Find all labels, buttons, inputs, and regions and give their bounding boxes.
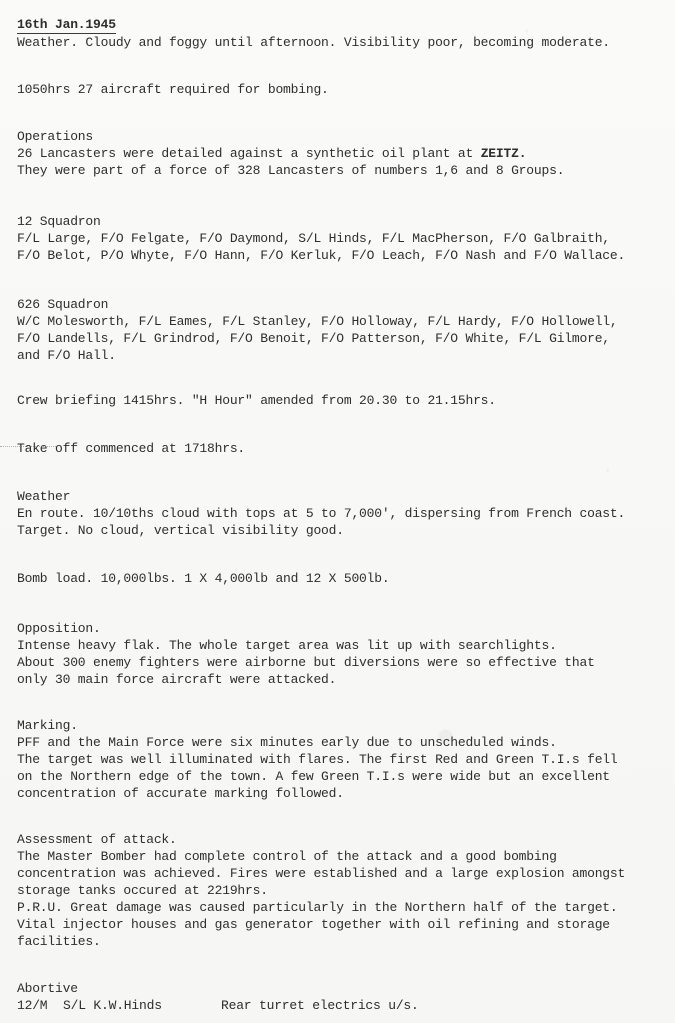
squadron-626-heading: 626 Squadron (17, 297, 109, 312)
scan-artifact-line (0, 446, 56, 447)
opposition-heading: Opposition. (17, 621, 101, 636)
marking-line-3: on the Northern edge of the town. A few Green T.I.s were wide but an excellent (17, 769, 610, 784)
opposition-line-1: Intense heavy flak. The whole target area was lit up with searchlights. (17, 638, 557, 653)
assessment-line-4: P.R.U. Great damage was caused particularly in the Northern half of the target. (17, 900, 618, 915)
opposition-line-2: About 300 enemy fighters were airborne but diversions were so effective that (17, 655, 595, 670)
opposition-line-3: only 30 main force aircraft were attacked. (17, 672, 337, 687)
crew-briefing-line: Crew briefing 1415hrs. "H Hour" amended from 20.30 to 21.15hrs. (17, 393, 496, 408)
target-name: ZEITZ. (480, 146, 527, 161)
section-squadron-12 (17, 213, 655, 264)
marking-line-1: PFF and the Main Force were six minutes early due to unscheduled winds. (17, 735, 557, 750)
weather-route-line-2: Target. No cloud, vertical visibility good. (17, 523, 344, 538)
abortive-aircraft-code: 12/M (17, 998, 48, 1013)
squadron-12-crew-line-2: F/O Belot, P/O Whyte, F/O Hann, F/O Kerluk, F/O Leach, F/O Nash and F/O Wallace. (17, 248, 626, 263)
weather-route-heading: Weather (17, 489, 71, 504)
squadron-626-crew-line-1: W/C Molesworth, F/L Eames, F/L Stanley, F/O Holloway, F/L Hardy, F/O Hollowell, (17, 314, 618, 329)
abortive-pilot: S/L K.W.Hinds (63, 998, 162, 1013)
weather-summary-line: Weather. Cloudy and foggy until afternoon. Visibility poor, becoming moderate. (17, 35, 610, 50)
take-off-line: Take off commenced at 1718hrs. (17, 441, 246, 456)
squadron-626-crew-line-2: F/O Landells, F/L Grindrod, F/O Benoit, F/O Patterson, F/O White, F/L Gilmore, (17, 331, 610, 346)
squadron-626-crew-line-3: and F/O Hall. (17, 348, 116, 363)
section-crew-briefing (17, 392, 655, 409)
abortive-heading: Abortive (17, 981, 78, 996)
section-squadron-626 (17, 296, 655, 364)
assessment-line-1: The Master Bomber had complete control of the attack and a good bombing (17, 849, 557, 864)
assessment-line-3: storage tanks occured at 2219hrs. (17, 883, 268, 898)
section-assessment (17, 831, 655, 950)
section-abortive (17, 980, 655, 1014)
section-date-weather (17, 16, 655, 51)
operations-line-1-text: 26 Lancasters were detailed against a synthetic oil plant at (17, 146, 481, 161)
bomb-load-line: Bomb load. 10,000lbs. 1 X 4,000lb and 12 X 500lb. (17, 571, 390, 586)
section-operations (17, 128, 655, 179)
assessment-line-2: concentration was achieved. Fires were established and a large explosion amongst (17, 866, 626, 881)
abortive-entry (17, 997, 655, 1014)
abortive-reason: Rear turret electrics u/s. (221, 998, 419, 1013)
section-take-off (17, 440, 655, 457)
marking-line-4: concentration of accurate marking followed. (17, 786, 344, 801)
section-bomb-load (17, 570, 655, 587)
requirement-line: 1050hrs 27 aircraft required for bombing. (17, 82, 329, 97)
marking-line-2: The target was well illuminated with flares. The first Red and Green T.I.s fell (17, 752, 618, 767)
date-heading: 16th Jan.1945 (17, 17, 116, 32)
assessment-line-5: Vital injector houses and gas generator together with oil refining and storage (17, 917, 610, 932)
section-weather-route (17, 488, 655, 539)
squadron-12-heading: 12 Squadron (17, 214, 101, 229)
squadron-12-crew-line-1: F/L Large, F/O Felgate, F/O Daymond, S/L Hinds, F/L MacPherson, F/O Galbraith, (17, 231, 610, 246)
section-aircraft-requirement (17, 81, 655, 98)
marking-heading: Marking. (17, 718, 78, 733)
date-heading-line (17, 16, 655, 34)
operations-line-2: They were part of a force of 328 Lancasters of numbers 1,6 and 8 Groups. (17, 163, 565, 178)
section-opposition (17, 620, 655, 688)
section-marking (17, 717, 655, 802)
operations-heading: Operations (17, 129, 94, 144)
assessment-heading: Assessment of attack. (17, 832, 177, 847)
weather-route-line-1: En route. 10/10ths cloud with tops at 5 to 7,000', dispersing from French coast. (17, 506, 626, 521)
operations-line-1 (17, 145, 655, 162)
assessment-line-6: facilities. (17, 934, 101, 949)
